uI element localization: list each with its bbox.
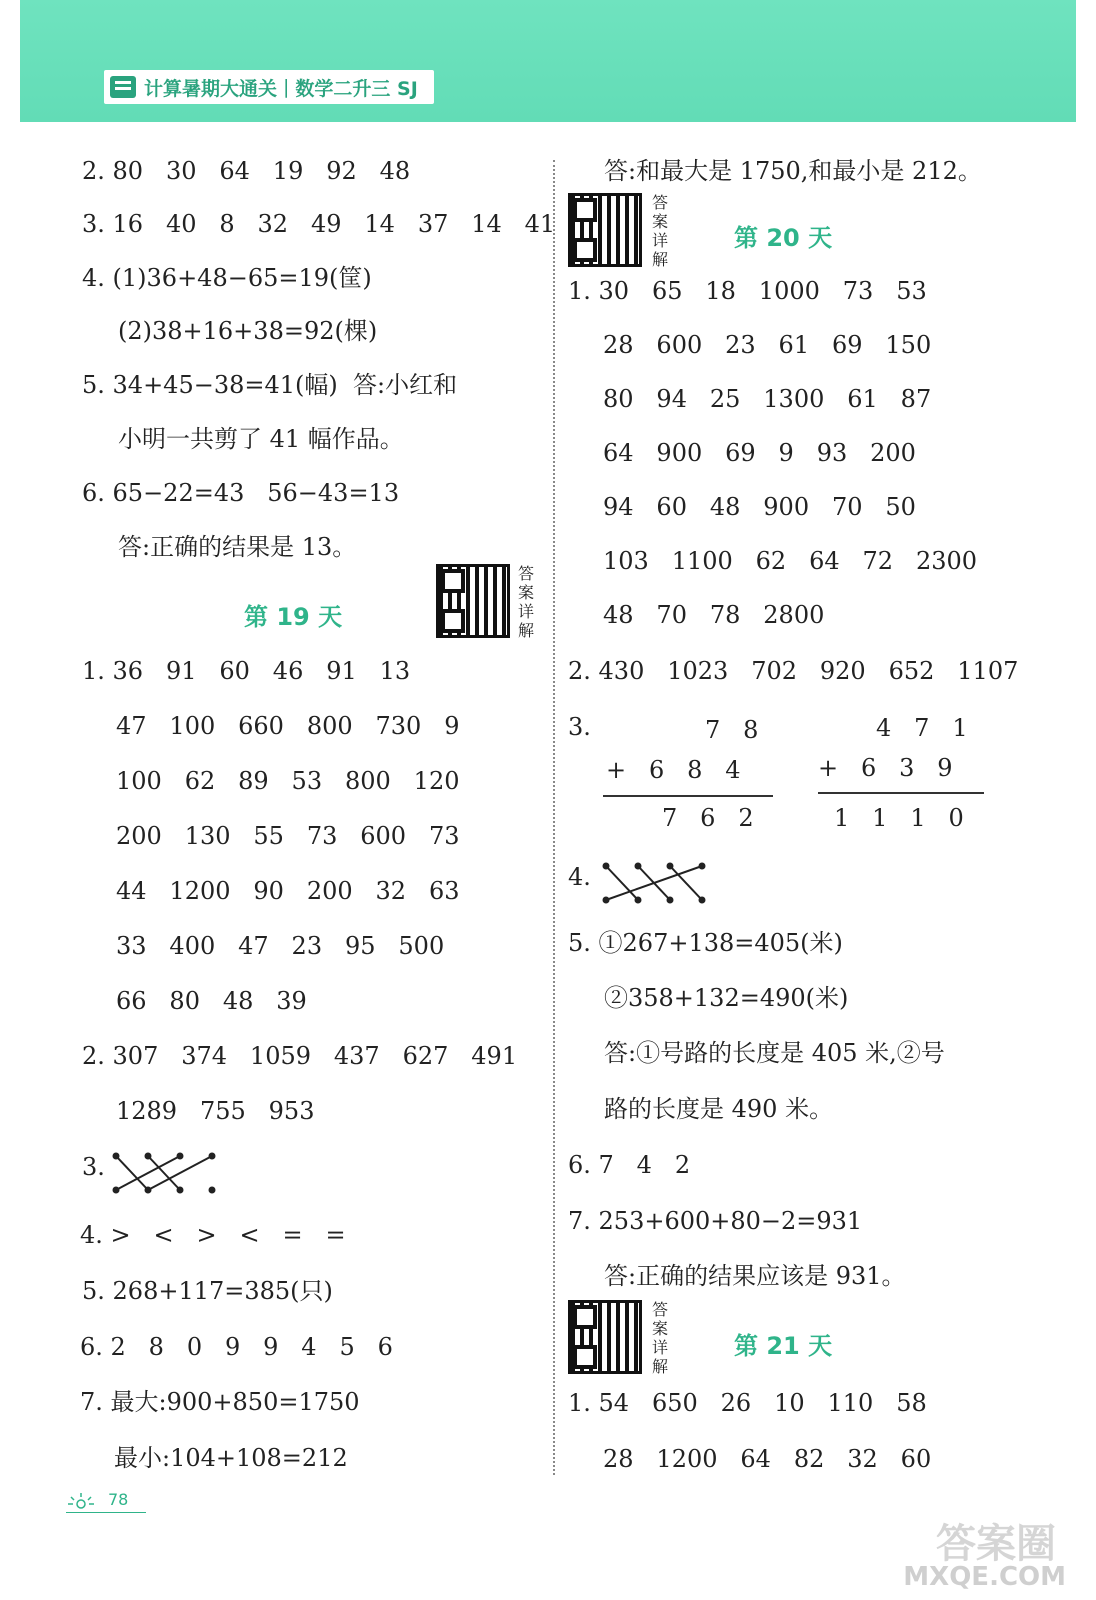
answer-line: 4. (1)36+48−65=19(筐) xyxy=(82,264,372,292)
answer-line: 28 1200 64 82 32 60 xyxy=(603,1445,932,1473)
qr-code-icon[interactable] xyxy=(436,564,510,638)
answer-line: 答:正确的结果是 13。 xyxy=(118,533,357,561)
answer-line: 路的长度是 490 米。 xyxy=(604,1095,834,1123)
answer-line: 5. ①267+138=405(米) xyxy=(568,929,843,957)
header-banner xyxy=(20,0,1076,122)
addend-top: 4 7 1 xyxy=(876,714,968,742)
addend-bottom: + 6 3 9 xyxy=(818,754,953,782)
subject-label: 数学二升三 SJ xyxy=(295,77,418,100)
answer-line: 44 1200 90 200 32 63 xyxy=(116,877,460,905)
sum-result: 1 1 1 0 xyxy=(834,804,964,832)
answer-line: 103 1100 62 64 72 2300 xyxy=(603,547,978,575)
answer-line: 64 900 69 9 93 200 xyxy=(603,439,916,467)
answer-line: 1. 30 65 18 1000 73 53 xyxy=(568,277,927,305)
watermark-logo: 答案圈 xyxy=(936,1521,1056,1567)
answer-line: 2. 430 1023 702 920 652 1107 xyxy=(568,657,1019,685)
qr-code-icon[interactable] xyxy=(568,193,642,267)
answer-line: 33 400 47 23 95 500 xyxy=(116,932,445,960)
book-title-bar xyxy=(104,70,434,104)
answer-line: 3. xyxy=(82,1153,105,1181)
answer-line: 94 60 48 900 70 50 xyxy=(603,493,916,521)
answer-line: 答:正确的结果应该是 931。 xyxy=(604,1262,906,1290)
qr-label: 答案详解 xyxy=(652,193,669,269)
answer-line: 答:①号路的长度是 405 米,②号 xyxy=(604,1039,945,1067)
watermark: MXQE.COM xyxy=(903,1562,1066,1592)
sum-rule xyxy=(818,792,984,794)
matching-lines-figure xyxy=(110,1150,218,1196)
answer-line: 4. > < > < = = xyxy=(80,1221,346,1249)
matching-lines-figure xyxy=(600,860,708,906)
answer-line: 7. 253+600+80−2=931 xyxy=(568,1207,863,1235)
addend-bottom: + 6 8 4 xyxy=(606,756,741,784)
answer-line: 5. 34+45−38=41(幅) 答:小红和 xyxy=(82,371,458,399)
sun-icon xyxy=(66,1492,96,1510)
day-heading: 第 20 天 xyxy=(734,224,833,252)
answer-line: 1289 755 953 xyxy=(116,1097,315,1125)
answer-line: 2. 307 374 1059 437 627 491 xyxy=(82,1042,518,1070)
qr-label: 答案详解 xyxy=(652,1300,669,1376)
qr-label: 答案详解 xyxy=(518,564,535,640)
answer-line: 100 62 89 53 800 120 xyxy=(116,767,460,795)
answer-line: 1. 54 650 26 10 110 58 xyxy=(568,1389,927,1417)
sum-result: 7 6 2 xyxy=(662,804,754,832)
day-heading: 第 21 天 xyxy=(734,1332,833,1360)
book-title: 计算暑期大通关 xyxy=(144,77,278,100)
answer-line: 1. 36 91 60 46 91 13 xyxy=(82,657,411,685)
answer-line: 3. xyxy=(568,713,591,741)
answer-line: (2)38+16+38=92(棵) xyxy=(118,317,378,345)
answer-line: ②358+132=490(米) xyxy=(604,984,849,1012)
column-divider xyxy=(553,160,555,1475)
footer-rule xyxy=(66,1512,146,1513)
answer-line: 200 130 55 73 600 73 xyxy=(116,822,460,850)
answer-line: 48 70 78 2800 xyxy=(603,601,825,629)
answer-line: 47 100 660 800 730 9 xyxy=(116,712,460,740)
answer-line: 66 80 48 39 xyxy=(116,987,307,1015)
answer-line: 2. 80 30 64 19 92 48 xyxy=(82,157,411,185)
addend-top: 7 8 xyxy=(705,716,759,744)
answer-line: 80 94 25 1300 61 87 xyxy=(603,385,932,413)
qr-code-icon[interactable] xyxy=(568,1300,642,1374)
book-icon xyxy=(110,76,136,98)
page-number: 78 xyxy=(108,1490,129,1509)
answer-line: 28 600 23 61 69 150 xyxy=(603,331,932,359)
answer-line: 5. 268+117=385(只) xyxy=(82,1277,333,1305)
answer-line: 6. 7 4 2 xyxy=(568,1151,691,1179)
answer-line: 小明一共剪了 41 幅作品。 xyxy=(118,425,404,453)
answer-line: 6. 2 8 0 9 9 4 5 6 xyxy=(80,1333,393,1361)
answer-line: 7. 最大:900+850=1750 xyxy=(80,1388,360,1416)
answer-line: 3. 16 40 8 32 49 14 37 14 41 xyxy=(82,210,556,238)
title-separator: | xyxy=(283,76,290,98)
answer-line: 4. xyxy=(568,863,591,891)
answer-line: 最小:104+108=212 xyxy=(114,1444,348,1472)
sum-rule xyxy=(603,795,773,797)
day-heading: 第 19 天 xyxy=(244,603,343,631)
answer-line: 答:和最大是 1750,和最小是 212。 xyxy=(604,157,982,185)
answer-line: 6. 65−22=43 56−43=13 xyxy=(82,479,400,507)
